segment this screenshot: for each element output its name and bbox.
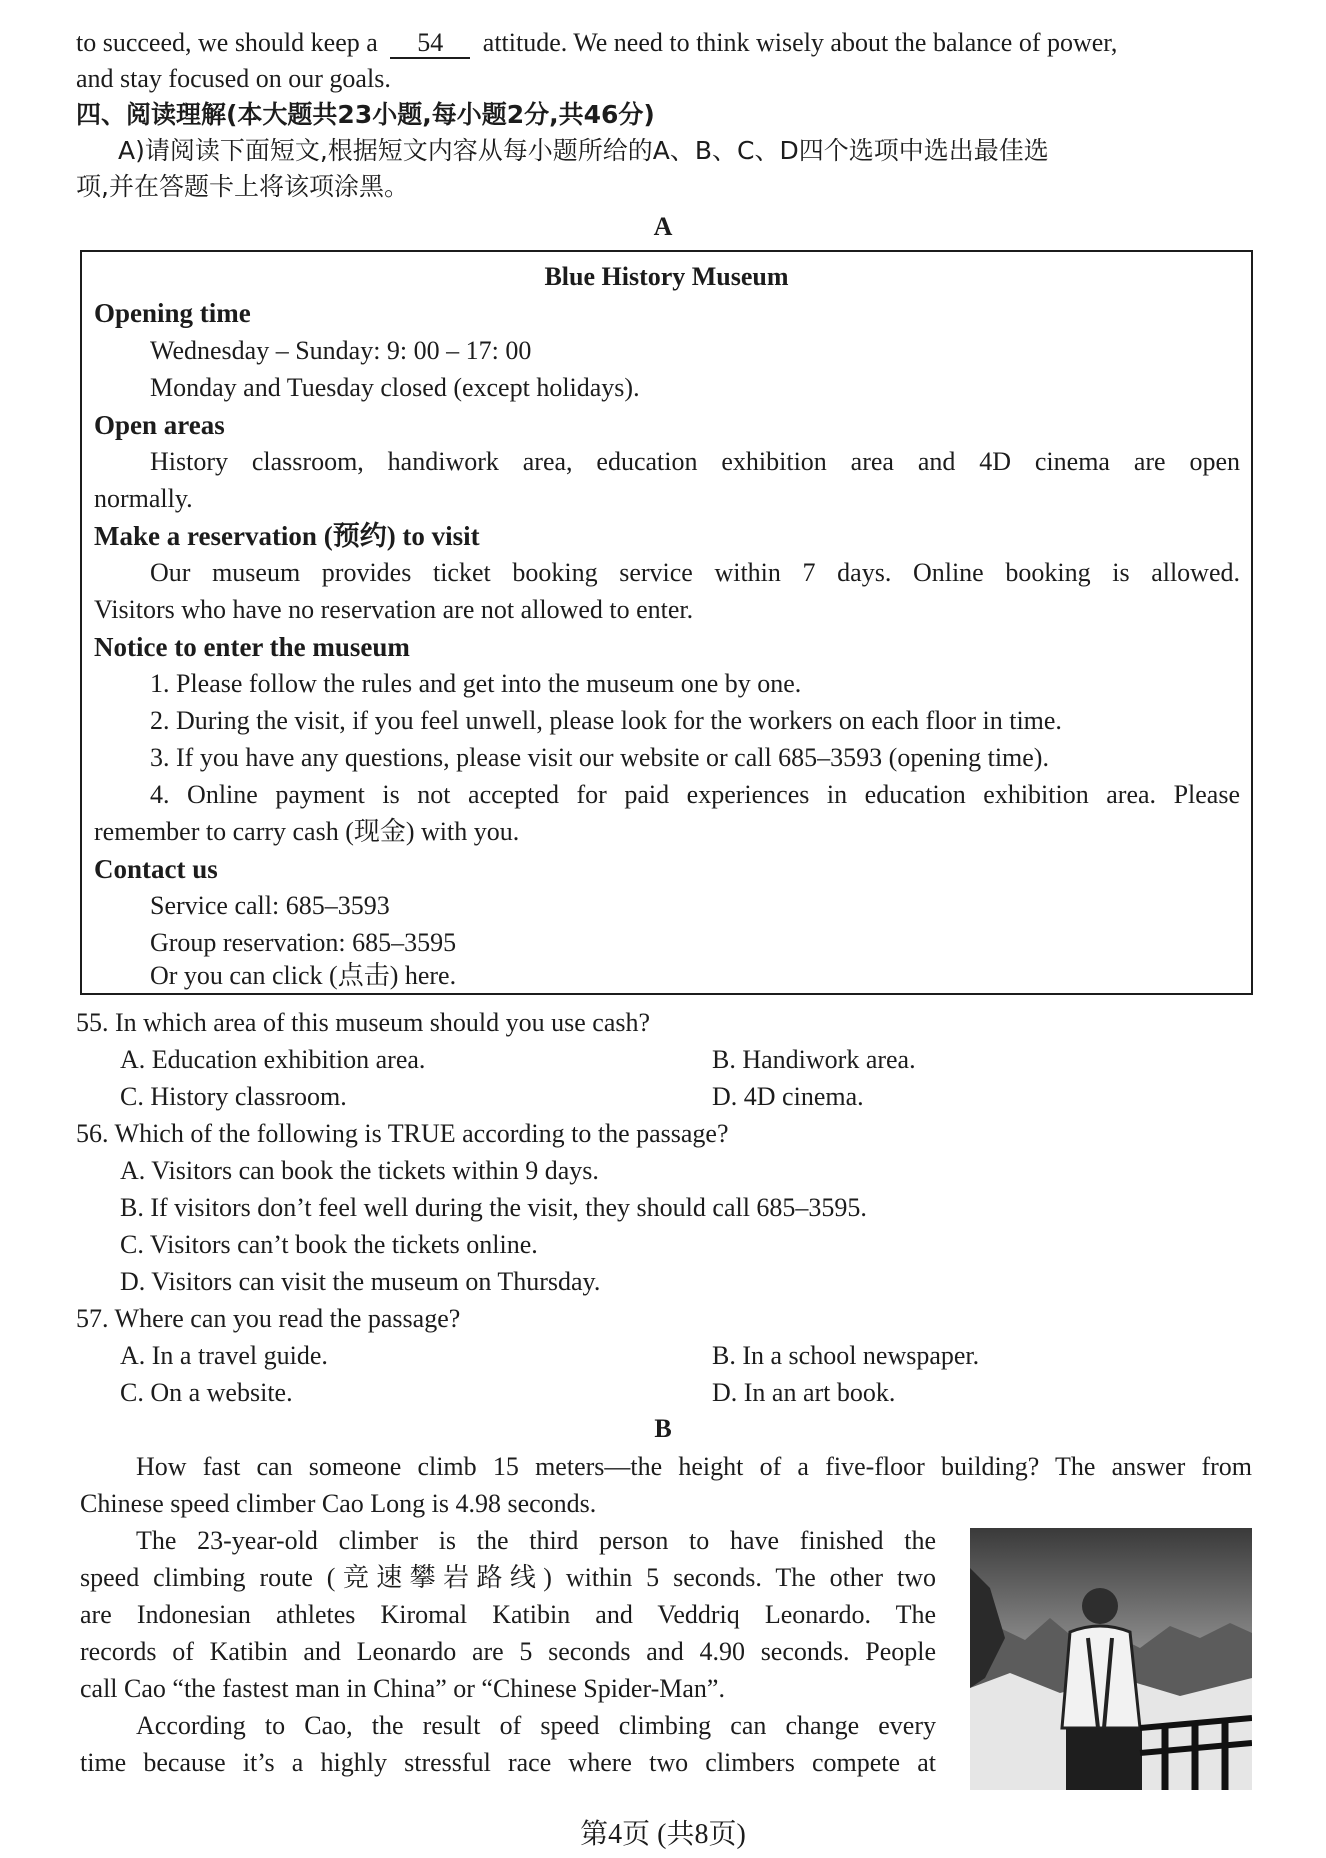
photo-climber-legs	[1066, 1728, 1142, 1790]
contact-service-call: Service call: 685–3593	[150, 891, 390, 920]
q55-option-c: C. History classroom.	[120, 1082, 347, 1111]
q56-option-c: C. Visitors can’t book the tickets online.	[120, 1230, 538, 1259]
enter-rule-4a: 4. Online payment is not accepted for paid experiences in education exhibition area. Please	[150, 780, 1240, 809]
passage-b-p2-line-3: are Indonesian athletes Kiromal Katibin and Veddriq Leonardo. The	[80, 1600, 936, 1629]
q55-option-d: D. 4D cinema.	[712, 1082, 864, 1111]
q57-option-d: D. In an art book.	[712, 1378, 896, 1407]
contact-click-here: Or you can click (点击) here.	[150, 961, 457, 990]
instruction-line-1: A)请阅读下面短文,根据短文内容从每小题所给的A、B、C、D四个选项中选出最佳选	[118, 136, 1049, 165]
passage-b-p2-line-4: records of Katibin and Leonardo are 5 seconds and 4.90 seconds. People	[80, 1637, 936, 1666]
q55-option-b: B. Handiwork area.	[712, 1045, 916, 1074]
passage-b-p2-line-2: speed climbing route (竞速攀岩路线) within 5 seconds. The other two	[80, 1563, 936, 1592]
question-56: 56. Which of the following is TRUE according to the passage?	[76, 1119, 729, 1148]
climber-photo	[970, 1528, 1252, 1790]
opening-time-line-1: Wednesday – Sunday: 9: 00 – 17: 00	[150, 336, 532, 365]
instruction-line-2: 项,并在答题卡上将该项涂黑。	[76, 172, 409, 201]
contact-heading: Contact us	[94, 854, 218, 884]
opening-time-heading: Opening time	[94, 298, 251, 328]
reservation-line-1: Our museum provides ticket booking service within 7 days. Online booking is allowed.	[150, 558, 1240, 587]
enter-rule-1: 1. Please follow the rules and get into the museum one by one.	[150, 669, 802, 698]
passage-b-p3-line-1: According to Cao, the result of speed climbing can change every	[136, 1711, 936, 1740]
enter-rule-3: 3. If you have any questions, please visit our website or call 685–3593 (opening time).	[150, 743, 1049, 772]
reservation-line-2: Visitors who have no reservation are not allowed to enter.	[94, 595, 694, 624]
open-areas-line-2: normally.	[94, 484, 193, 513]
passage-b-p1-line-1: How fast can someone climb 15 meters—the height of a five-floor building? The answer from	[136, 1452, 1252, 1481]
photo-climber-head	[1082, 1588, 1118, 1624]
open-areas-heading: Open areas	[94, 410, 225, 440]
climber-photo-illustration	[970, 1528, 1252, 1790]
q56-option-a: A. Visitors can book the tickets within 9 days.	[120, 1156, 599, 1185]
passage-b-p1-line-2: Chinese speed climber Cao Long is 4.98 seconds.	[80, 1489, 597, 1518]
enter-rule-4b: remember to carry cash (现金) with you.	[94, 817, 520, 846]
q57-option-b: B. In a school newspaper.	[712, 1341, 980, 1370]
opening-time-line-2: Monday and Tuesday closed (except holidays).	[150, 373, 640, 402]
museum-notice-box	[80, 250, 1253, 995]
passage-label-a: A	[653, 212, 673, 241]
question-57: 57. Where can you read the passage?	[76, 1304, 461, 1333]
passage-b-p3-line-2: time because it’s a highly stressful race where two climbers compete at	[80, 1748, 936, 1777]
passage-label-b: B	[654, 1414, 672, 1443]
q56-option-d: D. Visitors can visit the museum on Thursday.	[120, 1267, 601, 1296]
photo-climber-jacket	[1062, 1626, 1140, 1728]
open-areas-line-1: History classroom, handiwork area, education exhibition area and 4D cinema are open	[150, 447, 1240, 476]
museum-title: Blue History Museum	[544, 262, 789, 291]
enter-notice-heading: Notice to enter the museum	[94, 632, 410, 662]
page-footer: 第4页 (共8页)	[580, 1819, 746, 1850]
q57-option-a: A. In a travel guide.	[120, 1341, 328, 1370]
top-text-pre: to succeed, we should keep a	[76, 28, 378, 57]
passage-b-p2-line-5: call Cao “the fastest man in China” or “Chinese Spider-Man”.	[80, 1674, 725, 1703]
section-heading: 四、阅读理解(本大题共23小题,每小题2分,共46分)	[76, 100, 655, 129]
enter-rule-2: 2. During the visit, if you feel unwell, please look for the workers on each floor in time.	[150, 706, 1062, 735]
reservation-heading: Make a reservation (预约) to visit	[94, 521, 480, 551]
question-55: 55. In which area of this museum should you use cash?	[76, 1008, 651, 1037]
answer-blank-54: 54	[390, 29, 470, 59]
q56-option-b: B. If visitors don’t feel well during the visit, they should call 685–3595.	[120, 1193, 867, 1222]
q55-option-a: A. Education exhibition area.	[120, 1045, 426, 1074]
passage-b-p2-line-1: The 23-year-old climber is the third person to have finished the	[136, 1526, 936, 1555]
top-line-2: and stay focused on our goals.	[76, 64, 391, 93]
contact-group-reservation: Group reservation: 685–3595	[150, 928, 457, 957]
top-line-1	[76, 28, 1117, 59]
q57-option-c: C. On a website.	[120, 1378, 293, 1407]
top-text-post: attitude. We need to think wisely about the balance of power,	[482, 28, 1118, 57]
